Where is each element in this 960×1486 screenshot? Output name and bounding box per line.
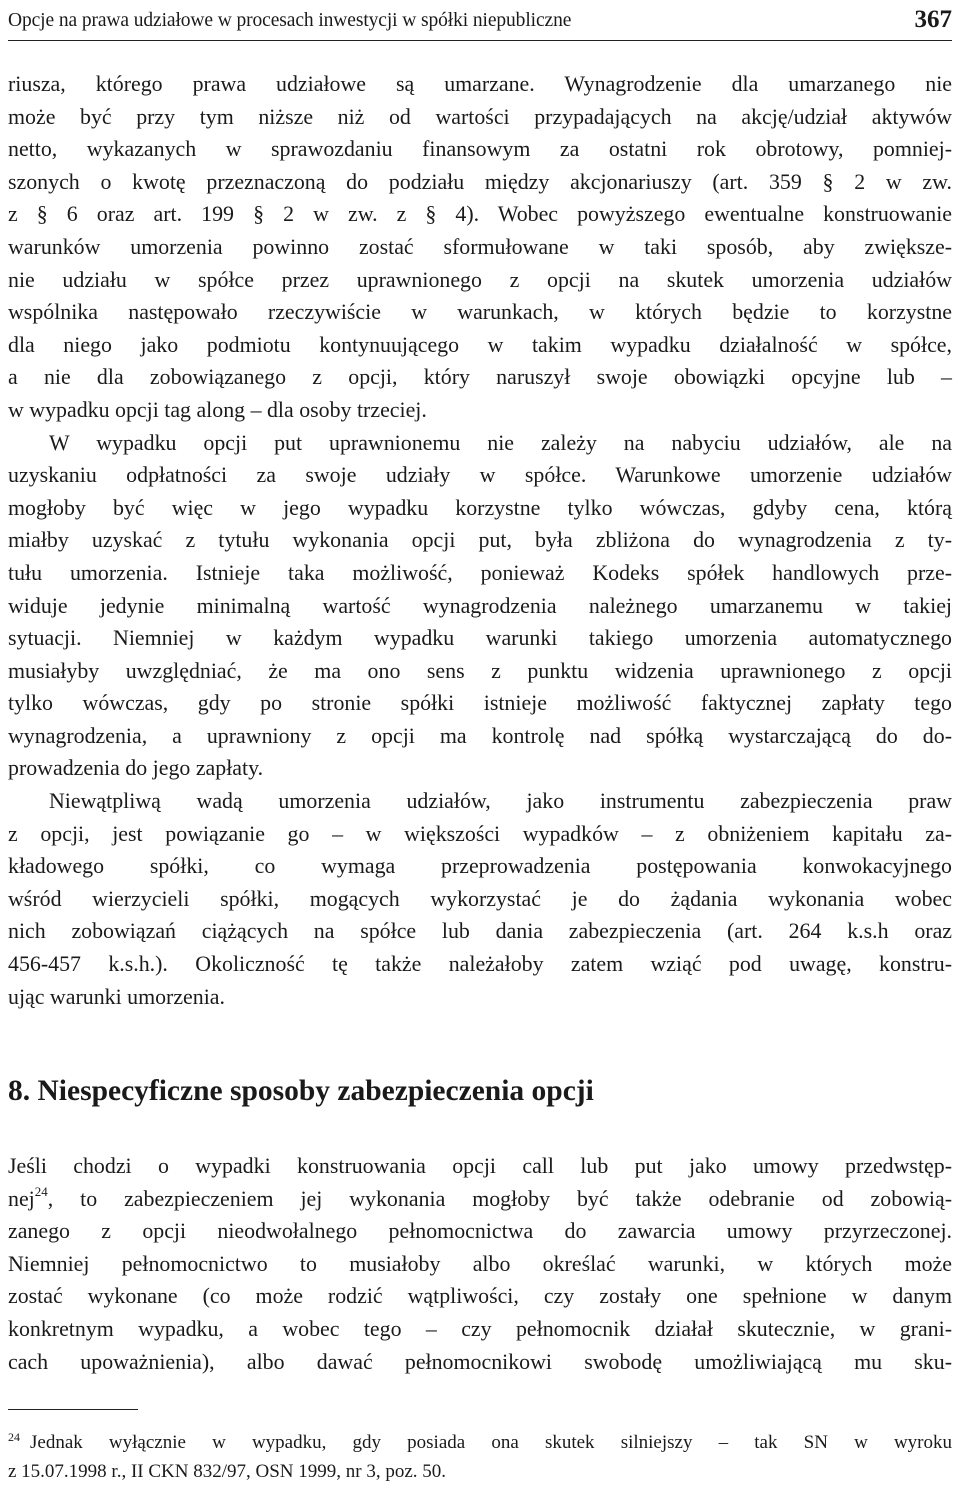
text-line: widuje jedynie minimalną wartość wynagrodzenia należnego umarzanemu w takiej (8, 592, 952, 618)
line-rest: , to zabezpieczeniem jej wykonania mogłoby być także odebranie od zobowią- (47, 1185, 952, 1211)
text-line: wspólnika następowało rzeczywiście w warunkach, w których będzie to korzystne (8, 299, 952, 325)
text-line: tylko wówczas, gdy po stronie spółki istnieje możliwość faktycznej zapłaty tego (8, 690, 952, 716)
text-line-with-footnote-ref (8, 1183, 952, 1216)
footnote-reference[interactable]: 24 (34, 1183, 48, 1199)
footnote-separator (8, 1409, 138, 1410)
paragraph-start-line: Niewątpliwą wadą umorzenia udziałów, jako instrumentu zabezpieczenia praw (49, 788, 952, 814)
text-line: w wypadku opcji tag along – dla osoby trzeciej. (8, 396, 427, 422)
running-title: Opcje na prawa udziałowe w procesach inwestycji w spółki niepubliczne (8, 10, 572, 31)
paragraph-start-line: W wypadku opcji put uprawnionemu nie zależy na nabyciu udziałów, ale na (49, 429, 952, 455)
text-line: tułu umorzenia. Istnieje taka możliwość, ponieważ Kodeks spółek handlowych prze- (8, 559, 952, 585)
line-start: nej (8, 1185, 35, 1211)
text-line: sytuacji. Niemniej w każdym wypadku warunki takiego umorzenia automatycznego (8, 625, 952, 651)
text-line: uzyskaniu odpłatności za swoje udziały w spółce. Warunkowe umorzenie udziałów (8, 462, 952, 488)
text-line: musiałyby uwzględniać, że ma ono sens z punktu widzenia uprawnionego z opcji (8, 657, 952, 683)
footnote-line: z 15.07.1998 r., II CKN 832/97, OSN 1999, nr 3, poz. 50. (8, 1461, 447, 1482)
running-header (8, 0, 952, 41)
text-line: cach upoważnienia), albo dawać pełnomocnikowi swobodę umożliwiającą mu sku- (8, 1348, 952, 1374)
text-line: riusza, którego prawa udziałowe są umarzane. Wynagrodzenie dla umarzanego nie (8, 71, 952, 96)
text-line: netto, wykazanych w sprawozdaniu finansowym za ostatni rok obrotowy, pomniej- (8, 136, 952, 162)
main-text (8, 68, 952, 1013)
text-line: z § 6 oraz art. 199 § 2 w zw. z § 4). Wobec powyższego ewentualne konstruowanie (8, 201, 952, 227)
text-line: wynagrodzenia, a uprawniony z opcji ma kontrolę nad spółką wystarczającą do do- (8, 722, 952, 748)
page-number: 367 (914, 6, 952, 33)
text-line: warunków umorzenia powinno zostać sformułowane w taki sposób, aby zwiększe- (8, 233, 952, 259)
text-line: mogłoby być więc w jego wypadku korzystne tylko wówczas, gdyby cena, którą (8, 494, 952, 520)
text-line: ując warunki umorzenia. (8, 983, 225, 1009)
text-line: Niemniej pełnomocnictwo to musiałoby albo określać warunki, w których może (8, 1250, 952, 1276)
text-line: nie udziału w spółce przez uprawnionego z opcji na skutek umorzenia udziałów (8, 266, 952, 292)
footnote-line (8, 1428, 952, 1457)
text-line: 456-457 k.s.h.). Okoliczność tę także należałoby zatem wziąć pod uwagę, konstru- (8, 951, 952, 977)
text-line: zostać wykonane (co może rodzić wątpliwości, czy zostały one spełnione w danym (8, 1283, 952, 1309)
footnote-number: 24 (8, 1430, 20, 1444)
text-line: szonych o kwotę przeznaczoną do podziału między akcjonariuszy (art. 359 § 2 w zw. (8, 168, 952, 194)
text-line: wśród wierzycieli spółki, mogących wykorzystać je do żądania wykonania wobec (8, 885, 952, 911)
footnote-text: Jednak wyłącznie w wypadku, gdy posiada ona skutek silniejszy – tak SN w wyroku (30, 1432, 952, 1453)
text-line: prowadzenia do jego zapłaty. (8, 755, 264, 781)
text-line: z opcji, jest powiązanie go – w większości wypadków – z obniżeniem kapitału za- (8, 820, 952, 846)
text-line: nich zobowiązań ciążących na spółce lub dania zabezpieczenia (art. 264 k.s.h oraz (8, 918, 952, 944)
text-line: a nie dla zobowiązanego z opcji, który naruszył swoje obowiązki opcyjne lub – (8, 364, 952, 390)
text-line: może być przy tym niższe niż od wartości przypadających na akcję/udział aktywów (8, 103, 952, 129)
text-line: miałby uzyskać z tytułu wykonania opcji put, była zbliżona do wynagrodzenia z ty- (8, 527, 952, 553)
section-heading: 8. Niespecyficzne sposoby zabezpieczenia opcji (8, 1075, 594, 1107)
section-text (8, 1150, 952, 1378)
text-line: zanego z opcji nieodwołalnego pełnomocnictwa do zawarcia umowy przyrzeczonej. (8, 1218, 952, 1244)
text-line: dla niego jako podmiotu kontynuującego w takim wypadku działalność w spółce, (8, 331, 952, 357)
text-line: Jeśli chodzi o wypadki konstruowania opcji call lub put jako umowy przedwstęp- (8, 1153, 952, 1178)
text-line: kładowego spółki, co wymaga przeprowadzenia postępowania konwokacyjnego (8, 853, 952, 879)
footnote (8, 1428, 952, 1486)
text-line: konkretnym wypadku, a wobec tego – czy pełnomocnik działał skutecznie, w grani- (8, 1315, 952, 1341)
